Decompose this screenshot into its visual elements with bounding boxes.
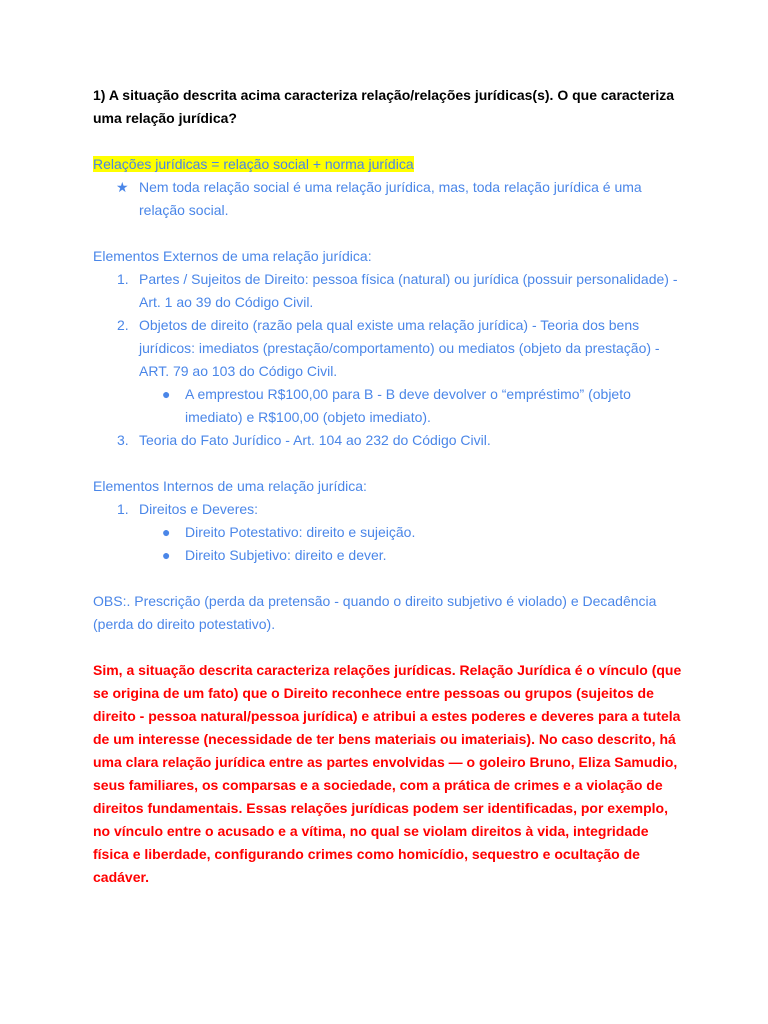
answer-paragraph: Sim, a situação descrita caracteriza relações jurídicas. Relação Jurídica é o vínculo (que se origina de um fato) que o Direito reconhece entre pessoas ou grupos (sujeitos de direito - pessoa natural/pessoa jurídica) e atribui a estes poderes e deveres para a tutela de um interesse (necessidade de ter bens materiais ou imateriais). No caso descrito, há uma clara relação jurídica entre as partes envolvidas — o goleiro Bruno, Eliza Samudio, seus familiares, os comparsas e a sociedade, com a prática de crimes e a violação de direitos fundamentais. Essas relações jurídicas podem ser identificadas, por exemplo, no vínculo entre o acusado e a vítima, no qual se violam direitos à vida, integridade física e liberdade, configurando crimes como homicídio, sequestro e ocultação de cadáver.	[93, 662, 682, 885]
sub-list-item	[93, 521, 683, 544]
list-number: 1.	[117, 501, 129, 517]
bullet-icon: ●	[162, 524, 171, 540]
list-number: 1.	[117, 271, 129, 287]
sub-list-item-text: Direito Potestativo: direito e sujeição.	[185, 524, 416, 540]
sub-list-item-text: A emprestou R$100,00 para B - B deve devolver o “empréstimo” (objeto imediato) e R$100,00 (objeto imediato).	[185, 386, 631, 425]
list-item	[93, 268, 683, 314]
internal-elements-heading: Elementos Internos de uma relação jurídica:	[93, 478, 367, 494]
list-item	[93, 498, 683, 521]
definition-line	[93, 153, 683, 176]
sub-list-item-text: Direito Subjetivo: direito e dever.	[185, 547, 387, 563]
definition-bullet-item	[93, 176, 683, 222]
list-number: 3.	[117, 432, 129, 448]
sub-list-item	[93, 383, 683, 429]
list-item-text: Partes / Sujeitos de Direito: pessoa física (natural) ou jurídica (possuir personalidade) - Art. 1 ao 39 do Código Civil.	[139, 271, 678, 310]
sub-list-item	[93, 544, 683, 567]
definition-bullet-text: Nem toda relação social é uma relação jurídica, mas, toda relação jurídica é uma relação social.	[139, 179, 642, 218]
list-item-text: Objetos de direito (razão pela qual existe uma relação jurídica) - Teoria dos bens jurídicos: imediatos (prestação/comportamento) ou mediatos (objeto da prestação) - ART. 79 ao 103 do Código Civil.	[139, 317, 660, 379]
bullet-icon: ●	[162, 386, 171, 402]
document-page	[93, 84, 683, 889]
list-item	[93, 429, 683, 452]
definition-highlight: Relações jurídicas = relação social + norma jurídica	[93, 156, 414, 172]
bullet-icon: ●	[162, 547, 171, 563]
list-item	[93, 314, 683, 383]
list-item-text: Direitos e Deveres:	[139, 501, 259, 517]
obs-note: OBS:. Prescrição (perda da pretensão - quando o direito subjetivo é violado) e Decadência (perda do direito potestativo).	[93, 593, 657, 632]
external-elements-heading: Elementos Externos de uma relação jurídica:	[93, 248, 372, 264]
list-item-text: Teoria do Fato Jurídico - Art. 104 ao 232 do Código Civil.	[139, 432, 491, 448]
list-number: 2.	[117, 317, 129, 333]
star-icon: ★	[116, 179, 129, 195]
question-text: 1) A situação descrita acima caracteriza relação/relações jurídicas(s). O que caracteriza uma relação jurídica?	[93, 87, 675, 126]
